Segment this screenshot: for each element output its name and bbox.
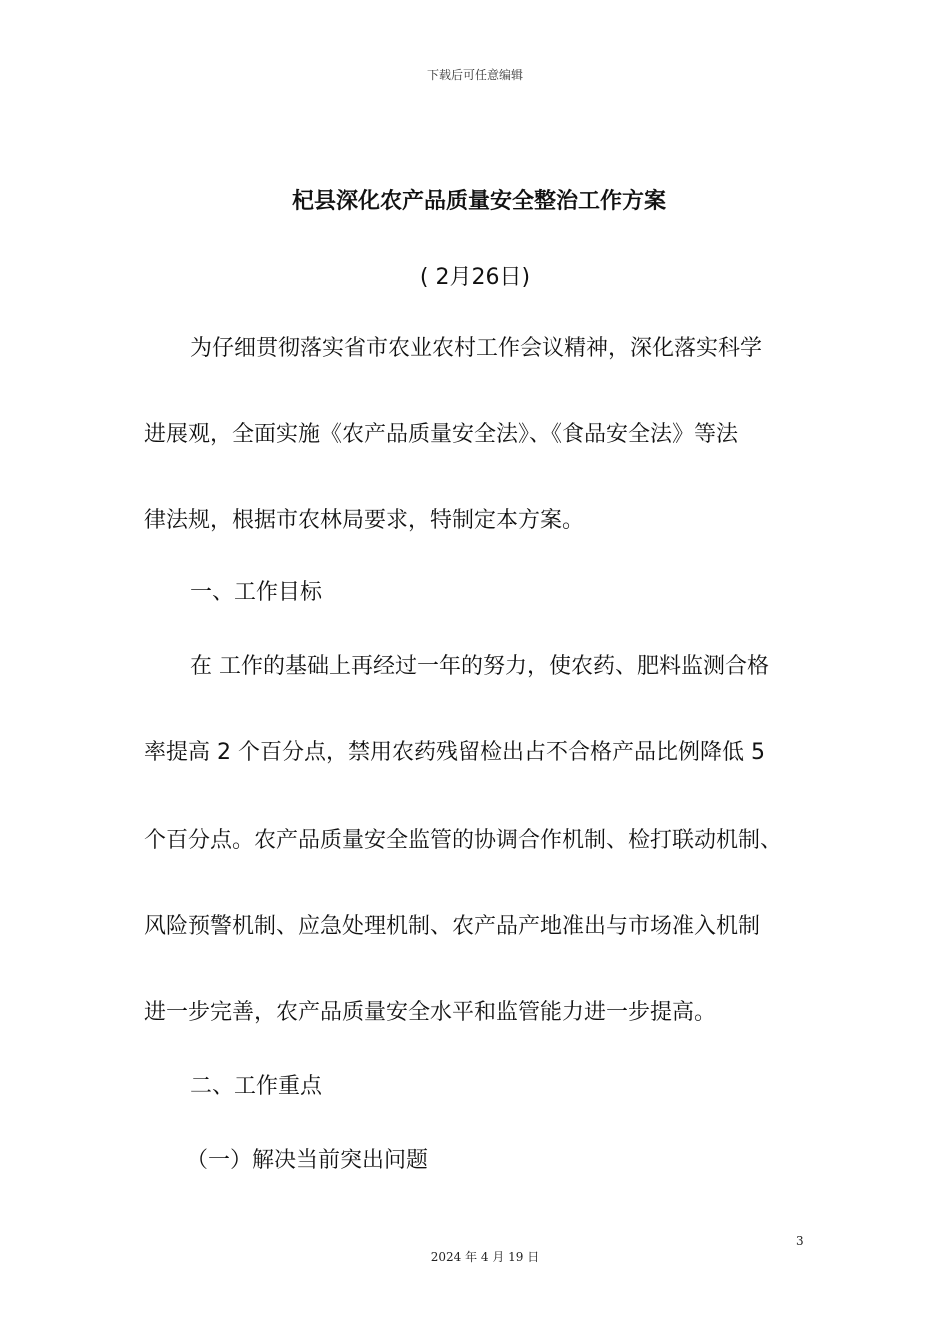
header-note: 下载后可任意编辑 xyxy=(426,68,523,82)
paragraph-line-1: 为仔细贯彻落实省市农业农村工作会议精神，深化落实科学 xyxy=(190,336,763,361)
subsection-heading-1: （一）解决当前突出问题 xyxy=(186,1148,429,1173)
paragraph-line-8: 进一步完善，农产品质量安全水平和监管能力进一步提高。 xyxy=(144,1000,717,1025)
document-title: 杞县深化农产品质量安全整治工作方案 xyxy=(291,189,666,214)
paragraph-line-5: 率提高 2 个百分点，禁用农药残留检出占不合格产品比例降低 5 xyxy=(144,740,765,765)
paragraph-line-7: 风险预警机制、应急处理机制、农产品产地准出与市场准入机制 xyxy=(144,914,761,939)
section-heading-goals: 一、工作目标 xyxy=(190,580,323,605)
paragraph-line-6: 个百分点。农产品质量安全监管的协调合作机制、检打联动机制、 xyxy=(144,828,783,853)
paragraph-line-4: 在 工作的基础上再经过一年的努力，使农药、肥料监测合格 xyxy=(190,654,769,679)
footer-date: 2024 年 4 月 19 日 xyxy=(430,1250,540,1264)
paragraph-line-2: 进展观，全面实施《农产品质量安全法》、《食品安全法》等法 xyxy=(144,422,739,447)
document-date: ( 2月26日) xyxy=(419,265,531,290)
section-heading-focus: 二、工作重点 xyxy=(190,1074,323,1099)
page-number: 3 xyxy=(796,1234,804,1248)
paragraph-line-3: 律法规，根据市农林局要求，特制定本方案。 xyxy=(144,508,585,533)
